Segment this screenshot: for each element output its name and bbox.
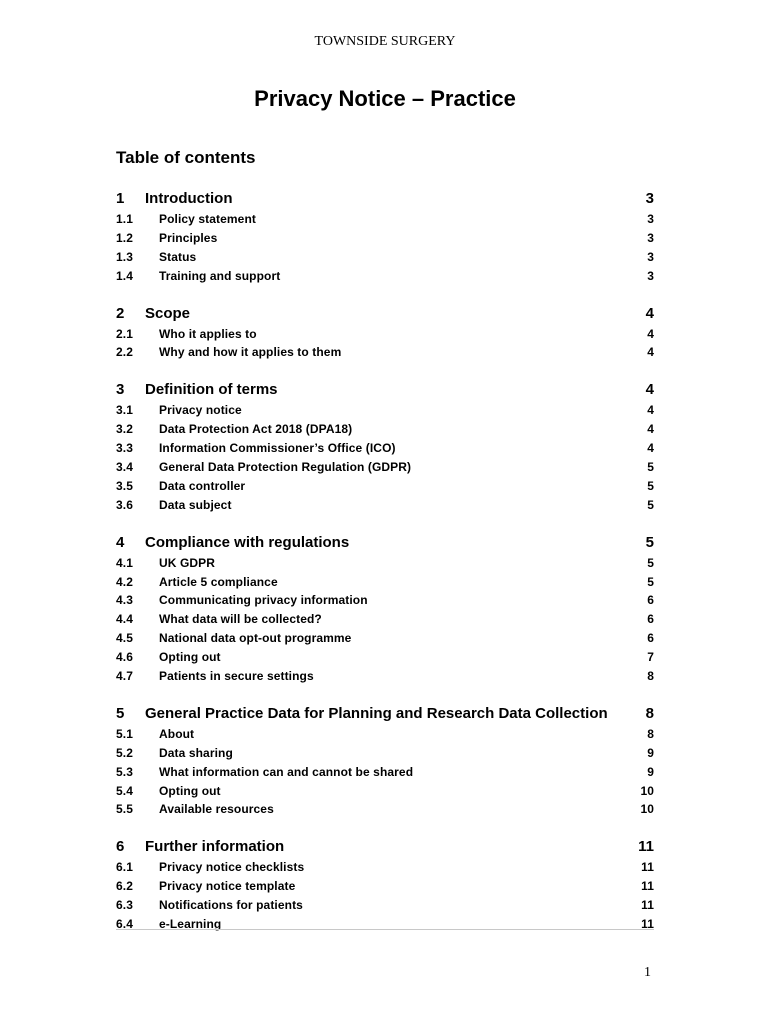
toc-subsection-number: 5.1 xyxy=(116,726,133,741)
toc-subsection-title: Communicating privacy information xyxy=(159,593,368,608)
toc-subsection-number: 6.4 xyxy=(116,917,133,932)
toc-subsection-number: 4.5 xyxy=(116,631,133,646)
page-number: 1 xyxy=(644,965,651,980)
toc-subsection-number: 6.3 xyxy=(116,898,133,913)
toc-subsection-number: 5.2 xyxy=(116,745,133,760)
toc-section-page: 3 xyxy=(645,190,654,207)
toc-section-page: 5 xyxy=(645,533,654,551)
toc-subsection-entry[interactable] xyxy=(116,725,654,744)
toc-subsection-number: 4.6 xyxy=(116,650,133,665)
toc-subsection-page: 7 xyxy=(647,650,654,665)
toc-subsection-title: Who it applies to xyxy=(159,326,257,341)
toc-subsection-entry[interactable] xyxy=(116,477,654,496)
toc-subsection-entry[interactable] xyxy=(116,210,654,229)
toc-subsection-page: 8 xyxy=(647,726,654,741)
toc-subsection-title: Data sharing xyxy=(159,745,233,760)
toc-subsection-number: 3.2 xyxy=(116,422,133,437)
toc-subsection-entry[interactable] xyxy=(116,629,654,648)
toc-section-entry[interactable] xyxy=(116,303,654,325)
toc-subsection-entry[interactable] xyxy=(116,554,654,573)
toc-subsection-page: 3 xyxy=(647,230,654,245)
toc-subsection-number: 2.1 xyxy=(116,326,133,341)
toc-subsection-page: 4 xyxy=(647,403,654,418)
toc-subsection-entry[interactable] xyxy=(116,229,654,248)
toc-subsection-title: Data subject xyxy=(159,497,232,512)
toc-subsection-title: Training and support xyxy=(159,268,281,283)
toc-subsection-title: Opting out xyxy=(159,783,221,798)
toc-subsection-title: Available resources xyxy=(159,802,274,817)
toc-subsection-number: 3.6 xyxy=(116,497,133,512)
toc-subsection-page: 4 xyxy=(647,345,654,360)
toc-section-entry[interactable] xyxy=(116,836,654,858)
toc-subsection-number: 5.5 xyxy=(116,802,133,817)
toc-subsection-page: 6 xyxy=(647,593,654,608)
toc-subsection-title: Principles xyxy=(159,230,218,245)
toc-subsection-number: 4.7 xyxy=(116,669,133,684)
table-of-contents xyxy=(116,188,654,951)
toc-subsection-number: 6.1 xyxy=(116,860,133,875)
toc-subsection-entry[interactable] xyxy=(116,877,654,896)
toc-section-page: 4 xyxy=(645,381,654,399)
toc-section-number: 3 xyxy=(116,381,125,399)
toc-subsection-number: 1.3 xyxy=(116,249,133,264)
toc-section-title: Compliance with regulations xyxy=(145,533,350,551)
toc-section xyxy=(116,836,654,934)
toc-subsection-page: 6 xyxy=(647,612,654,627)
toc-subsection-title: General Data Protection Regulation (GDPR) xyxy=(159,460,412,475)
toc-subsection-page: 6 xyxy=(647,631,654,646)
toc-subsection-entry[interactable] xyxy=(116,420,654,439)
toc-section-title: Scope xyxy=(145,304,191,322)
toc-section xyxy=(116,703,654,819)
toc-subsection-title: National data opt-out programme xyxy=(159,631,352,646)
toc-subsection-number: 3.4 xyxy=(116,460,133,475)
toc-subsection-title: Privacy notice checklists xyxy=(159,860,305,875)
toc-subsection-entry[interactable] xyxy=(116,401,654,420)
toc-subsection-entry[interactable] xyxy=(116,573,654,592)
toc-section-title: Further information xyxy=(145,838,285,856)
toc-subsection-page: 3 xyxy=(647,249,654,264)
toc-subsection-title: Data controller xyxy=(159,478,246,493)
toc-section-number: 2 xyxy=(116,304,125,322)
toc-subsection-title: About xyxy=(159,726,195,741)
toc-subsection-entry[interactable] xyxy=(116,610,654,629)
toc-subsection-title: Information Commissioner’s Office (ICO) xyxy=(159,441,396,456)
toc-subsection-number: 3.5 xyxy=(116,478,133,493)
toc-subsection-page: 8 xyxy=(647,669,654,684)
toc-subsection-page: 3 xyxy=(647,212,654,226)
toc-subsection-entry[interactable] xyxy=(116,915,654,934)
toc-section-title: Definition of terms xyxy=(145,381,278,399)
toc-subsection-page: 5 xyxy=(647,497,654,512)
toc-section-page: 11 xyxy=(638,838,654,856)
toc-section-entry[interactable] xyxy=(116,188,654,210)
toc-subsection-number: 5.4 xyxy=(116,783,133,798)
toc-subsection-number: 4.4 xyxy=(116,612,133,627)
toc-section-page: 4 xyxy=(645,304,654,322)
toc-subsection-entry[interactable] xyxy=(116,667,654,686)
toc-subsection-number: 6.2 xyxy=(116,879,133,894)
toc-section-entry[interactable] xyxy=(116,379,654,401)
toc-subsection-title: Privacy notice template xyxy=(159,879,296,894)
toc-heading: Table of contents xyxy=(116,148,256,167)
toc-subsection-page: 11 xyxy=(641,917,654,932)
page-header: TOWNSIDE SURGERY xyxy=(314,34,456,49)
toc-subsection-number: 4.1 xyxy=(116,555,133,570)
toc-subsection-title: Status xyxy=(159,249,197,264)
toc-subsection-page: 11 xyxy=(641,860,654,875)
toc-subsection-entry[interactable] xyxy=(116,744,654,763)
toc-subsection-page: 5 xyxy=(647,574,654,589)
toc-subsection-title: Privacy notice xyxy=(159,403,242,418)
toc-subsection-entry[interactable] xyxy=(116,896,654,915)
toc-section-number: 6 xyxy=(116,838,125,856)
toc-subsection-entry[interactable] xyxy=(116,343,654,362)
toc-subsection-entry[interactable] xyxy=(116,458,654,477)
toc-subsection-title: Article 5 compliance xyxy=(159,574,278,589)
toc-subsection-title: Why and how it applies to them xyxy=(159,345,342,360)
toc-subsection-page: 4 xyxy=(647,441,654,456)
toc-section-entry[interactable] xyxy=(116,703,654,725)
toc-section xyxy=(116,532,654,686)
toc-subsection-title: What information can and cannot be shared xyxy=(159,764,414,779)
toc-subsection-page: 5 xyxy=(647,555,654,570)
divider xyxy=(116,929,654,930)
toc-subsection-title: Opting out xyxy=(159,650,221,665)
toc-section-page: 8 xyxy=(645,704,654,722)
toc-subsection-number: 2.2 xyxy=(116,345,133,360)
toc-subsection-number: 4.3 xyxy=(116,593,133,608)
toc-section xyxy=(116,379,654,514)
toc-subsection-entry[interactable] xyxy=(116,782,654,801)
toc-subsection-page: 10 xyxy=(640,783,654,798)
toc-subsection-title: Patients in secure settings xyxy=(159,669,314,684)
toc-subsection-title: What data will be collected? xyxy=(159,612,322,627)
toc-subsection-title: Data Protection Act 2018 (DPA18) xyxy=(159,422,353,437)
toc-subsection-entry[interactable] xyxy=(116,800,654,819)
toc-subsection-page: 3 xyxy=(647,268,654,283)
toc-subsection-entry[interactable] xyxy=(116,648,654,667)
toc-subsection-page: 11 xyxy=(641,879,654,894)
toc-section-entry[interactable] xyxy=(116,532,654,554)
toc-subsection-title: Policy statement xyxy=(159,212,256,226)
toc-subsection-entry[interactable] xyxy=(116,248,654,267)
toc-subsection-page: 11 xyxy=(641,898,654,913)
toc-subsection-entry[interactable] xyxy=(116,858,654,877)
toc-subsection-number: 3.1 xyxy=(116,403,133,418)
toc-subsection-page: 4 xyxy=(647,422,654,437)
toc-subsection-entry[interactable] xyxy=(116,439,654,458)
toc-subsection-entry[interactable] xyxy=(116,325,654,344)
toc-section-number: 5 xyxy=(116,704,125,722)
toc-subsection-page: 10 xyxy=(640,802,654,817)
toc-subsection-number: 4.2 xyxy=(116,574,133,589)
toc-subsection-number: 1.2 xyxy=(116,230,133,245)
toc-subsection-number: 3.3 xyxy=(116,441,133,456)
toc-section xyxy=(116,303,654,363)
toc-subsection-number: 1.4 xyxy=(116,268,133,283)
toc-subsection-entry[interactable] xyxy=(116,591,654,610)
toc-subsection-title: e-Learning xyxy=(159,917,222,932)
toc-subsection-entry[interactable] xyxy=(116,763,654,782)
toc-section xyxy=(116,188,654,286)
toc-subsection-page: 9 xyxy=(647,764,654,779)
toc-subsection-entry[interactable] xyxy=(116,267,654,286)
toc-subsection-page: 4 xyxy=(647,326,654,341)
page-title: Privacy Notice – Practice xyxy=(254,86,516,111)
toc-subsection-entry[interactable] xyxy=(116,496,654,515)
toc-section-number: 4 xyxy=(116,533,125,551)
toc-subsection-page: 9 xyxy=(647,745,654,760)
toc-subsection-number: 5.3 xyxy=(116,764,133,779)
toc-subsection-title: UK GDPR xyxy=(159,555,216,570)
toc-section-title: Introduction xyxy=(145,190,233,207)
toc-subsection-page: 5 xyxy=(647,478,654,493)
toc-subsection-page: 5 xyxy=(647,460,654,475)
toc-subsection-number: 1.1 xyxy=(116,212,133,226)
toc-subsection-title: Notifications for patients xyxy=(159,898,303,913)
toc-section-title: General Practice Data for Planning and Research Data Collection xyxy=(145,704,608,722)
toc-section-number: 1 xyxy=(116,190,125,207)
